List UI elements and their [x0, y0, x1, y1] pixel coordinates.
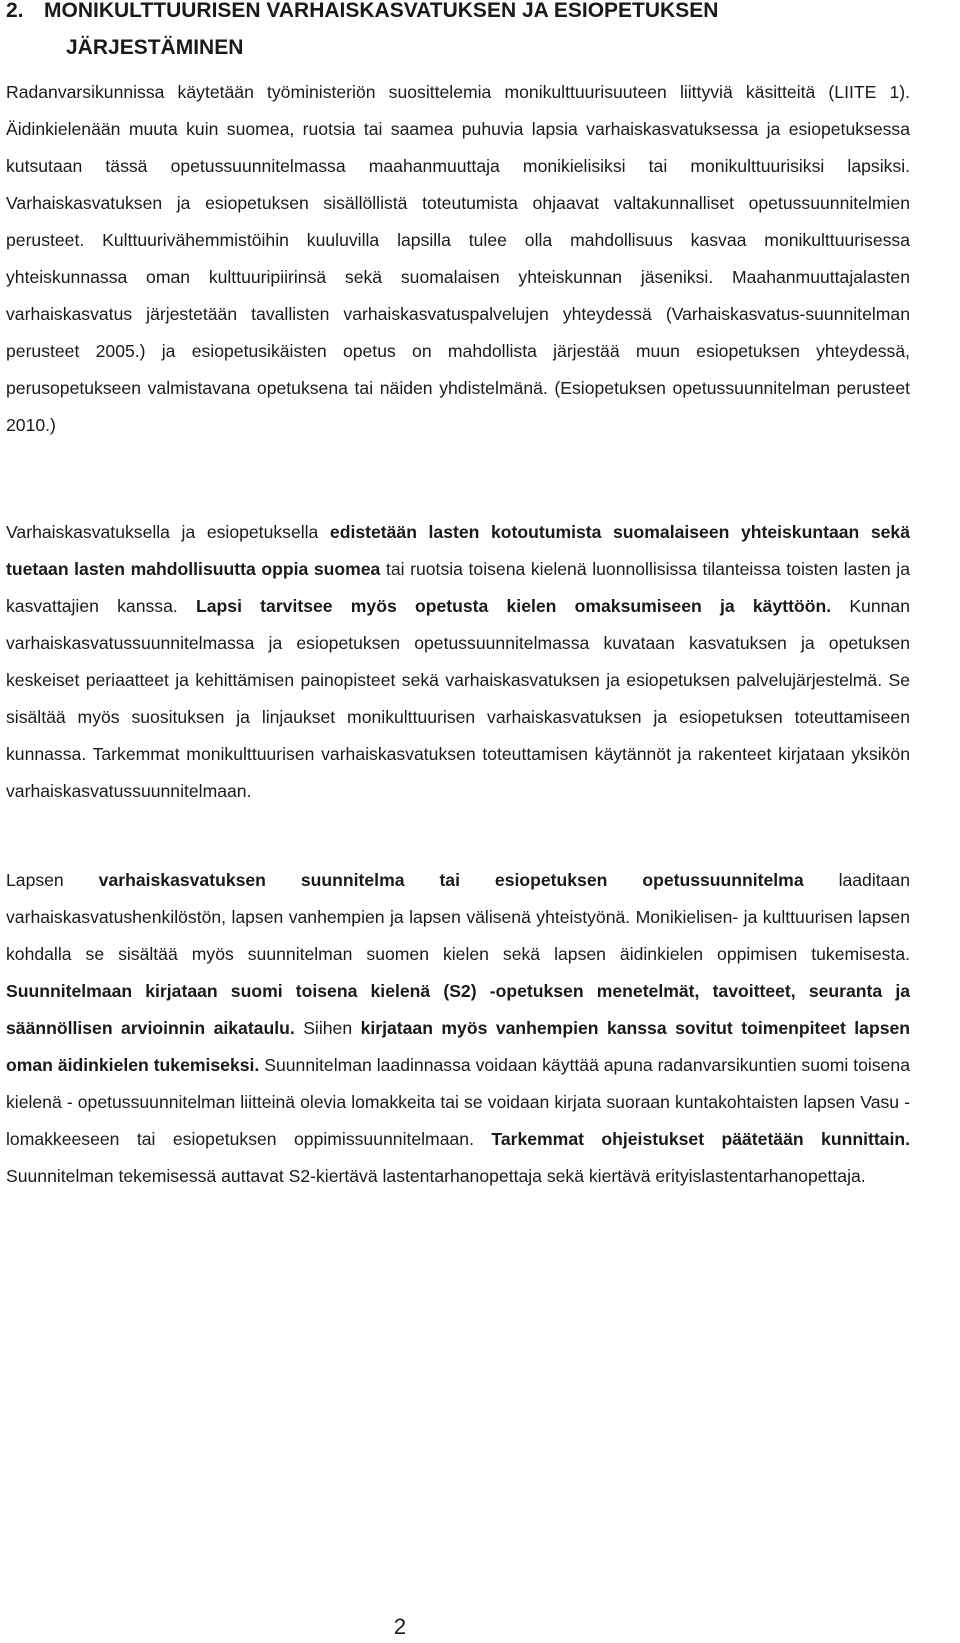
- section-title-line1: MONIKULTTUURISEN VARHAISKASVATUKSEN JA ESIOPETUKSEN: [44, 0, 719, 22]
- section-heading: [6, 0, 936, 66]
- paragraph-3-bold: varhaiskasvatuksen suunnitelma tai esiopetuksen opetussuunnitelma: [98, 870, 804, 890]
- paragraph-1: Radanvarsikunnissa käytetään työministeriön suosittelemia monikulttuurisuuteen liittyviä käsitteitä (LIITE 1). Äidinkielenään muuta kuin suomea, ruotsia tai saamea puhuvia lapsia varhaiskasvatuksessa ja esiopetuksessa kutsutaan tässä opetussuunnitelmassa maahanmuuttaja monikielisiksi tai monikulttuurisiksi lapsiksi. Varhaiskasvatuksen ja esiopetuksen sisällöllistä toteutumista ohjaavat valtakunnalliset opetussuunnitelmien perusteet. Kulttuurivähemmistöihin kuuluvilla lapsilla tulee olla mahdollisuus kasvaa monikulttuurisessa yhteiskunnassa oman kulttuuripiirinsä sekä suomalaisen yhteiskunnan jäseniksi. Maahanmuuttajalasten varhaiskasvatus järjestetään tavallisten varhaiskasvatuspalvelujen yhteydessä (Varhaiskasvatus-suunnitelman perusteet 2005.) ja esiopetusikäisten opetus on mahdollista järjestää muun esiopetuksen yhteydessä, perusopetukseen valmistavana opetuksena tai näiden yhdistelmänä. (Esiopetuksen opetussuunnitelman perusteet 2010.): [6, 82, 910, 435]
- paragraph-2-bold: Lapsi tarvitsee myös opetusta kielen omaksumiseen ja käyttöön.: [196, 596, 832, 616]
- paragraph-3-text: Lapsen: [6, 870, 99, 890]
- section-title-line2: JÄRJESTÄMINEN: [66, 36, 244, 59]
- paragraph-3-text: Siihen: [294, 1018, 361, 1038]
- paragraph-2-text: Kunnan varhaiskasvatussuunnitelmassa ja esiopetuksen opetussuunnitelmassa kuvataan kasvatuksen ja opetuksen keskeiset periaatteet ja kehittämisen painopisteet sekä varhaiskasvatuksen ja esiopetuksen palvelujärjestelmä. Se sisältää myös suosituksen ja linjaukset monikulttuurisen varhaiskasvatuksen ja esiopetuksen toteuttamiseen kunnassa. Tarkemmat monikulttuurisen varhaiskasvatuksen toteuttamisen käytännöt ja rakenteet kirjataan yksikön varhaiskasvatussuunnitelmaan.: [6, 596, 910, 801]
- paragraph-2-text: tai ruotsia toisena kielenä luonnollisissa tilanteissa toisten lasten ja kasvattajien kanssa.: [6, 559, 910, 616]
- paragraph-2: [6, 514, 910, 810]
- paragraph-3-text: Suunnitelman laadinnassa voidaan käyttää apuna radanvarsikuntien suomi toisena kielenä - opetussuunnitelman liitteinä olevia lomakkeita tai se voidaan kirjata suoraan kuntakohtaisten lapsen Vasu -lomakkeeseen tai esiopetuksen oppimissuunnitelmaan.: [6, 1055, 910, 1149]
- paragraph-2-text: Varhaiskasvatuksella ja esiopetuksella: [6, 522, 330, 542]
- paragraph-3-text: Suunnitelman tekemisessä auttavat S2-kiertävä lastentarhanopettaja sekä kiertävä erityislastentarhanopettaja.: [6, 1166, 866, 1186]
- section-number: 2.: [6, 0, 24, 22]
- paragraph-3-bold: Suunnitelmaan kirjataan suomi toisena kielenä (S2) -opetuksen menetelmät, tavoitteet, seuranta ja säännöllisen arvioinnin aikataulu.: [6, 981, 910, 1038]
- paragraph-3-text: laaditaan varhaiskasvatushenkilöstön, lapsen vanhempien ja lapsen välisenä yhteistyönä. Monikielisen- ja kulttuurisen lapsen kohdalla se sisältää myös suunnitelman suomen kielen sekä lapsen äidinkielen oppimisen tukemisesta.: [6, 870, 910, 964]
- paragraph-2-bold: edistetään lasten kotoutumista suomalaiseen yhteiskuntaan sekä tuetaan lasten mahdollisuutta oppia suomea: [6, 522, 910, 579]
- paragraph-3-bold: kirjataan myös vanhempien kanssa sovitut toimenpiteet lapsen oman äidinkielen tukemiseksi.: [6, 1018, 911, 1075]
- page-number: 2: [393, 1614, 407, 1639]
- paragraph-3: [6, 862, 910, 1195]
- paragraph-3-bold: Tarkemmat ohjeistukset päätetään kunnittain.: [491, 1129, 910, 1149]
